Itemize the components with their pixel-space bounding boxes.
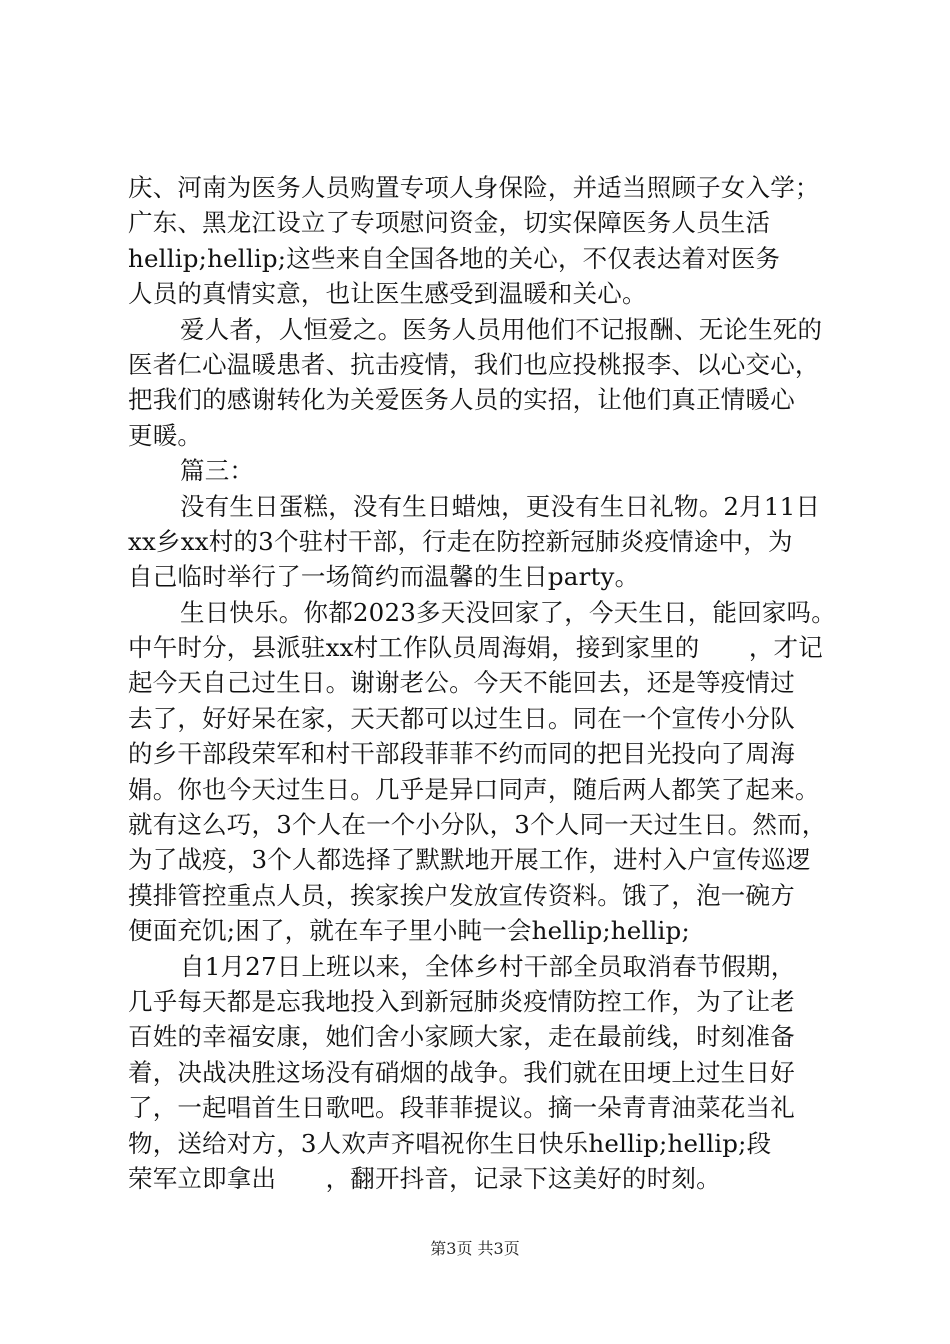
section-heading: 篇三： <box>180 456 255 486</box>
text-line-2: 广东、黑龙江设立了专项慰问资金，切实保障医务人员生活 <box>128 208 771 238</box>
text-line-29: 荣军立即拿出 ，翻开抖音，记录下这美好的时刻。 <box>128 1163 721 1193</box>
text-line-28: 物，送给对方，3人欢声齐唱祝你生日快乐hellip;hellip;段 <box>128 1128 772 1158</box>
text-line-16: 去了，好好呆在家，天天都可以过生日。同在一个宣传小分队 <box>128 703 795 733</box>
text-line-21: 摸排管控重点人员，挨家挨户发放宣传资料。饿了，泡一碗方 <box>128 880 795 910</box>
text-line-15: 起今天自己过生日。谢谢老公。今天不能回去，还是等疫情过 <box>128 668 795 698</box>
text-line-17: 的乡干部段荣军和村干部段菲菲不约而同的把目光投向了周海 <box>128 739 795 769</box>
text-line-24: 几乎每天都是忘我地投入到新冠肺炎疫情防控工作，为了让老 <box>128 986 795 1016</box>
text-line-10: 没有生日蛋糕，没有生日蜡烛，更没有生日礼物。2月11日 <box>180 491 821 521</box>
text-line-26: 着，决战决胜这场没有硝烟的战争。我们就在田埂上过生日好 <box>128 1057 795 1087</box>
text-line-14: 中午时分，县派驻xx村工作队员周海娟，接到家里的 ，才记 <box>128 633 823 663</box>
text-line-11: xx乡xx村的3个驻村干部，行走在防控新冠肺炎疫情途中，为 <box>128 526 793 556</box>
text-line-7: 把我们的感谢转化为关爱医务人员的实招，让他们真正情暖心 <box>128 385 795 415</box>
text-line-13: 生日快乐。你都2023多天没回家了，今天生日，能回家吗。 <box>180 597 836 627</box>
text-line-1: 庆、河南为医务人员购置专项人身保险，并适当照顾子女入学； <box>128 173 820 202</box>
text-line-6: 医者仁心温暖患者、抗击疫情，我们也应投桃报李、以心交心， <box>128 349 820 379</box>
text-line-25: 百姓的幸福安康，她们舍小家顾大家，走在最前线，时刻准备 <box>128 1022 795 1052</box>
text-line-12: 自己临时举行了一场简约而温馨的生日party。 <box>128 562 640 592</box>
text-line-23: 自1月27日上班以来，全体乡村干部全员取消春节假期， <box>180 951 796 981</box>
text-line-19: 就有这么巧，3个人在一个小分队，3个人同一天过生日。然而， <box>128 810 827 840</box>
document-body <box>128 170 836 1196</box>
text-line-27: 了，一起唱首生日歌吧。段菲菲提议。摘一朵青青油菜花当礼 <box>128 1093 795 1123</box>
text-line-22: 便面充饥;困了，就在车子里小盹一会hellip;hellip; <box>128 916 690 946</box>
text-line-8: 更暖。 <box>128 420 203 450</box>
text-line-5: 爱人者，人恒爱之。医务人员用他们不记报酬、无论生死的 <box>180 314 823 344</box>
text-line-20: 为了战疫，3个人都选择了默默地开展工作，进村入户宣传巡逻 <box>128 845 811 875</box>
text-line-18: 娟。你也今天过生日。几乎是异口同声，随后两人都笑了起来。 <box>128 774 820 804</box>
page-number-footer: 第3页 共3页 <box>430 1239 520 1258</box>
text-line-4: 人员的真情实意，也让医生感受到温暖和关心。 <box>128 279 647 309</box>
text-line-3: hellip;hellip;这些来自全国各地的关心，不仅表达着对医务 <box>128 243 781 273</box>
